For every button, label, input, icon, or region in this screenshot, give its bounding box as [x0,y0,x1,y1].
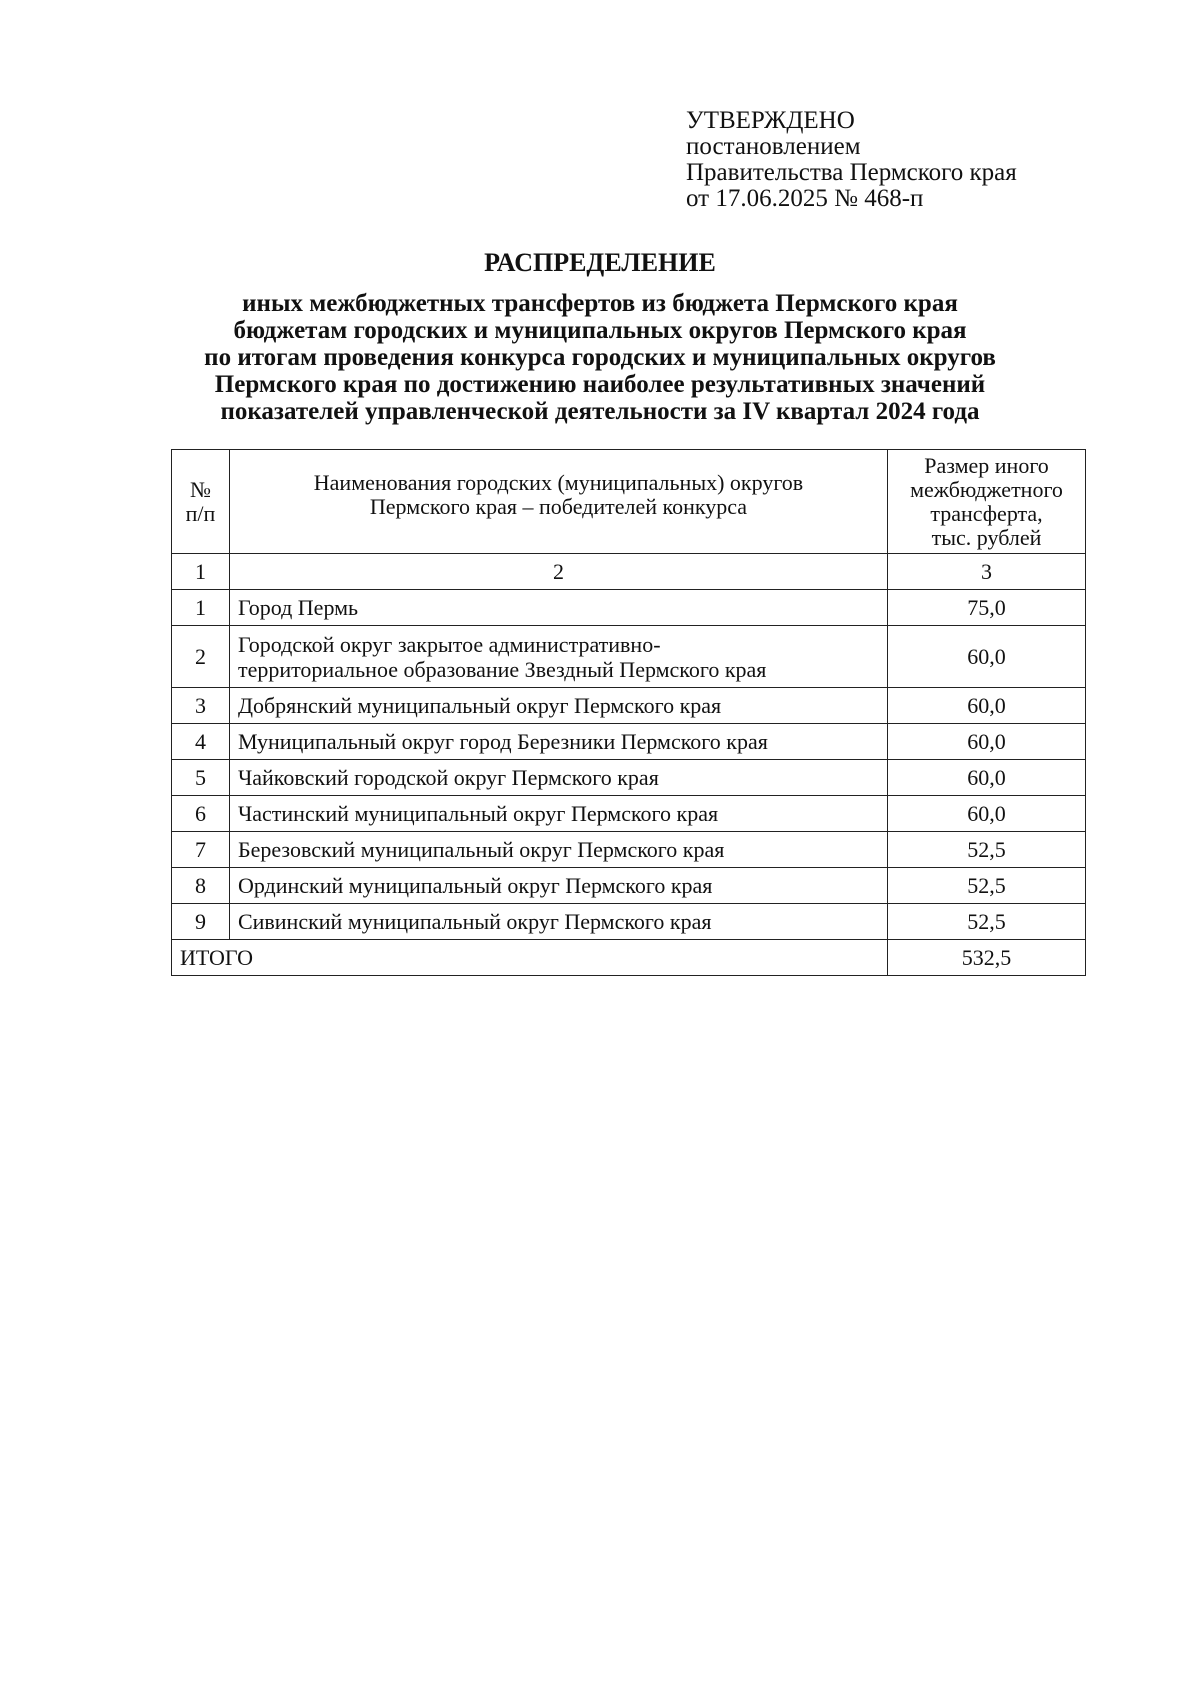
document-subtitle [100,290,1100,425]
district-name: Сивинский муниципальный округ Пермского края [229,904,887,940]
transfer-amount: 52,5 [888,868,1086,904]
district-name: Чайковский городской округ Пермского края [229,760,887,796]
approval-heading: УТВЕРЖДЕНО [686,107,855,134]
column-number: 2 [229,554,887,590]
transfer-amount: 60,0 [888,724,1086,760]
total-row [172,940,1086,976]
distribution-table [171,449,1086,976]
total-label: ИТОГО [172,940,888,976]
subtitle-line: бюджетам городских и муниципальных округов Пермского края [233,317,967,344]
table-row [172,904,1086,940]
row-number: 2 [172,626,230,688]
row-number: 8 [172,868,230,904]
header-transfer-amount: Размер иного межбюджетного трансферта, тыс. рублей [888,450,1086,554]
district-name: Городской округ закрытое административно- территориальное образование Звездный Пермского края [229,626,887,688]
district-name: Добрянский муниципальный округ Пермского края [229,688,887,724]
column-number: 1 [172,554,230,590]
transfer-amount: 52,5 [888,832,1086,868]
subtitle-line: показателей управленческой деятельности за IV квартал 2024 года [220,398,980,425]
transfer-amount: 52,5 [888,904,1086,940]
column-number: 3 [888,554,1086,590]
approval-line: Правительства Пермского края [686,159,1017,186]
table-row [172,868,1086,904]
table-row [172,796,1086,832]
table-row [172,724,1086,760]
transfer-amount: 60,0 [888,760,1086,796]
row-number: 4 [172,724,230,760]
approval-decree-number: от 17.06.2025 № 468-п [686,185,924,212]
row-number: 6 [172,796,230,832]
district-name: Березовский муниципальный округ Пермского края [229,832,887,868]
row-number: 7 [172,832,230,868]
row-number: 5 [172,760,230,796]
district-name: Ординский муниципальный округ Пермского края [229,868,887,904]
transfer-amount: 60,0 [888,626,1086,688]
header-district-name: Наименования городских (муниципальных) округов Пермского края – победителей конкурса [229,450,887,554]
column-number-row [172,554,1086,590]
table-row [172,590,1086,626]
district-name: Частинский муниципальный округ Пермского края [229,796,887,832]
district-name: Город Пермь [229,590,887,626]
transfer-amount: 60,0 [888,796,1086,832]
row-number: 3 [172,688,230,724]
table-row [172,760,1086,796]
subtitle-line: по итогам проведения конкурса городских и муниципальных округов [204,344,996,371]
document-title: РАСПРЕДЕЛЕНИЕ [484,248,716,277]
row-number: 9 [172,904,230,940]
subtitle-line: иных межбюджетных трансфертов из бюджета Пермского края [242,290,958,317]
table-row [172,832,1086,868]
total-amount: 532,5 [888,940,1086,976]
table-header-row [172,450,1086,554]
table-row [172,626,1086,688]
row-number: 1 [172,590,230,626]
transfer-amount: 60,0 [888,688,1086,724]
district-name: Муниципальный округ город Березники Пермского края [229,724,887,760]
approval-stamp [686,108,1106,212]
table-row [172,688,1086,724]
subtitle-line: Пермского края по достижению наиболее результативных значений [214,371,986,398]
header-row-number: № п/п [172,450,230,554]
transfer-amount: 75,0 [888,590,1086,626]
approval-line: постановлением [686,133,861,160]
